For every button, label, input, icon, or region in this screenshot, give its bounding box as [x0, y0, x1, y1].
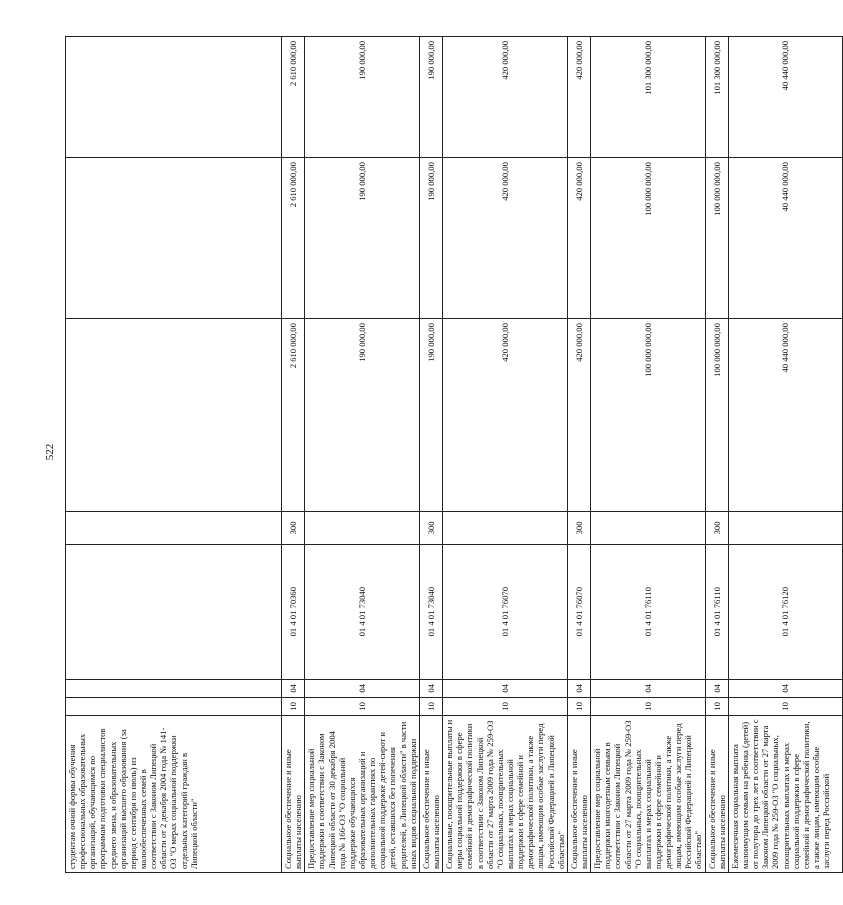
row-section: 10 [728, 697, 842, 715]
row-name: студентам очной формы обучения профессиональных образовательных организаций, обучающимся по программам подготовки специалистов среднего звена, и образовательных организаций высшего образования (за период с сентября по июль) из малообеспеченных семей в соответствии с Законом Липецкой области от 2 декабря 2004 года № 141-ОЗ "О мерах социальной поддержки отдельных категорий граждан в Липецкой области" [66, 715, 282, 872]
row-expense-type: 300 [705, 512, 728, 544]
row-amount-2 [66, 158, 282, 319]
row-expense-type [66, 512, 282, 544]
row-subsection: 04 [591, 679, 706, 697]
row-section: 10 [419, 697, 442, 715]
row-name: Социальное обеспечение и иные выплаты населению [282, 715, 305, 872]
row-name: Предоставление мер социальной поддержки в соответствии с Законом Липецкой области от 30 декабря 2004 года № 166-ОЗ "О социальной поддержке обучающихся образовательных организаций и дополнительных гарантиях по социальной поддержке детей-сирот и детей, оставшихся без попечения родителей, в Липецкой области" в части иных видов социальной поддержки [305, 715, 420, 872]
row-amount-1: 100 000 000,00 [705, 319, 728, 512]
row-amount-3 [66, 37, 282, 158]
row-subsection: 04 [705, 679, 728, 697]
budget-table [65, 36, 843, 873]
row-expense-type [305, 512, 420, 544]
row-amount-1: 2 610 000,00 [282, 319, 305, 512]
row-subsection: 04 [443, 679, 568, 697]
row-subsection: 04 [419, 679, 442, 697]
table-row [282, 37, 305, 873]
row-subsection: 04 [567, 679, 590, 697]
row-amount-1: 420 000,00 [567, 319, 590, 512]
row-section: 10 [443, 697, 568, 715]
table-row [443, 37, 568, 873]
row-section: 10 [591, 697, 706, 715]
row-name: Социальные, поощрительные выплаты и меры социальной поддержки в сфере семейной и демографической политики в соответствии с Законом Липецкой области от 27 марта 2009 года № 259-ОЗ "О социальных, поощрительных выплатах и мерах социальной поддержки в сфере семейной и демографической политики, а также лицам, имеющим особые заслуги перед Российской Федерацией и Липецкой областью" [443, 715, 568, 872]
row-amount-2: 40 440 000,00 [728, 158, 842, 319]
row-subsection: 04 [305, 679, 420, 697]
row-target-code: 01 4 01 70360 [282, 544, 305, 679]
row-target-code: 01 4 01 76120 [728, 544, 842, 679]
row-section [66, 697, 282, 715]
row-amount-2: 420 000,00 [567, 158, 590, 319]
page-number-text: 522 [44, 443, 56, 461]
table-row [66, 37, 282, 873]
row-amount-3: 190 000,00 [305, 37, 420, 158]
row-amount-2: 100 000 000,00 [705, 158, 728, 319]
row-expense-type: 300 [419, 512, 442, 544]
row-amount-2: 420 000,00 [443, 158, 568, 319]
page-number [44, 437, 56, 467]
row-amount-1: 190 000,00 [419, 319, 442, 512]
row-expense-type: 300 [567, 512, 590, 544]
row-amount-3: 40 440 000,00 [728, 37, 842, 158]
row-amount-3: 420 000,00 [443, 37, 568, 158]
row-section: 10 [567, 697, 590, 715]
row-amount-1: 190 000,00 [305, 319, 420, 512]
row-amount-3: 190 000,00 [419, 37, 442, 158]
table-row [705, 37, 728, 873]
row-name: Предоставление мер социальной поддержки многодетным семьям в соответствии с Законом Липецкой области от 27 марта 2009 года № 259-ОЗ "О социальных, поощрительных выплатах и мерах социальной поддержки в сфере семейной и демографической политики, а также лицам, имеющим особые заслуги перед Российской Федерацией и Липецкой областью" [591, 715, 706, 872]
row-amount-3: 101 300 000,00 [705, 37, 728, 158]
table-row [419, 37, 442, 873]
row-amount-2: 2 610 000,00 [282, 158, 305, 319]
row-target-code: 01 4 01 73040 [419, 544, 442, 679]
table-row [728, 37, 842, 873]
row-amount-3: 420 000,00 [567, 37, 590, 158]
row-expense-type [591, 512, 706, 544]
row-amount-1: 100 000 000,00 [591, 319, 706, 512]
row-section: 10 [282, 697, 305, 715]
row-amount-2: 190 000,00 [305, 158, 420, 319]
table-row [567, 37, 590, 873]
row-name: Ежемесячная социальная выплата малоимущим семьям на ребенка (детей) от полутора до трех лет в соответствии с Законом Липецкой области от 27 марта 2009 года № 259-ОЗ "О социальных, поощрительных выплатах и мерах социальной поддержки в сфере семейной и демографической политики, а также лицам, имеющим особые заслуги перед Российской [728, 715, 842, 872]
row-name: Социальное обеспечение и иные выплаты населению [419, 715, 442, 872]
row-target-code: 01 4 01 76070 [567, 544, 590, 679]
row-amount-3: 2 610 000,00 [282, 37, 305, 158]
row-amount-2: 190 000,00 [419, 158, 442, 319]
row-expense-type [443, 512, 568, 544]
row-expense-type [728, 512, 842, 544]
row-expense-type: 300 [282, 512, 305, 544]
row-amount-1: 420 000,00 [443, 319, 568, 512]
table-row [591, 37, 706, 873]
row-subsection [66, 679, 282, 697]
row-amount-1 [66, 319, 282, 512]
budget-table-rotated [65, 36, 832, 873]
row-amount-2: 100 000 000,00 [591, 158, 706, 319]
row-amount-3: 101 300 000,00 [591, 37, 706, 158]
row-amount-1: 40 440 000,00 [728, 319, 842, 512]
row-name: Социальное обеспечение и иные выплаты населению [705, 715, 728, 872]
row-target-code: 01 4 01 76070 [443, 544, 568, 679]
row-name: Социальное обеспечение и иные выплаты населению [567, 715, 590, 872]
table-row [305, 37, 420, 873]
row-target-code: 01 4 01 76110 [591, 544, 706, 679]
row-section: 10 [305, 697, 420, 715]
row-subsection: 04 [728, 679, 842, 697]
row-subsection: 04 [282, 679, 305, 697]
row-target-code: 01 4 01 76110 [705, 544, 728, 679]
row-section: 10 [705, 697, 728, 715]
row-target-code: 01 4 01 73040 [305, 544, 420, 679]
row-target-code [66, 544, 282, 679]
